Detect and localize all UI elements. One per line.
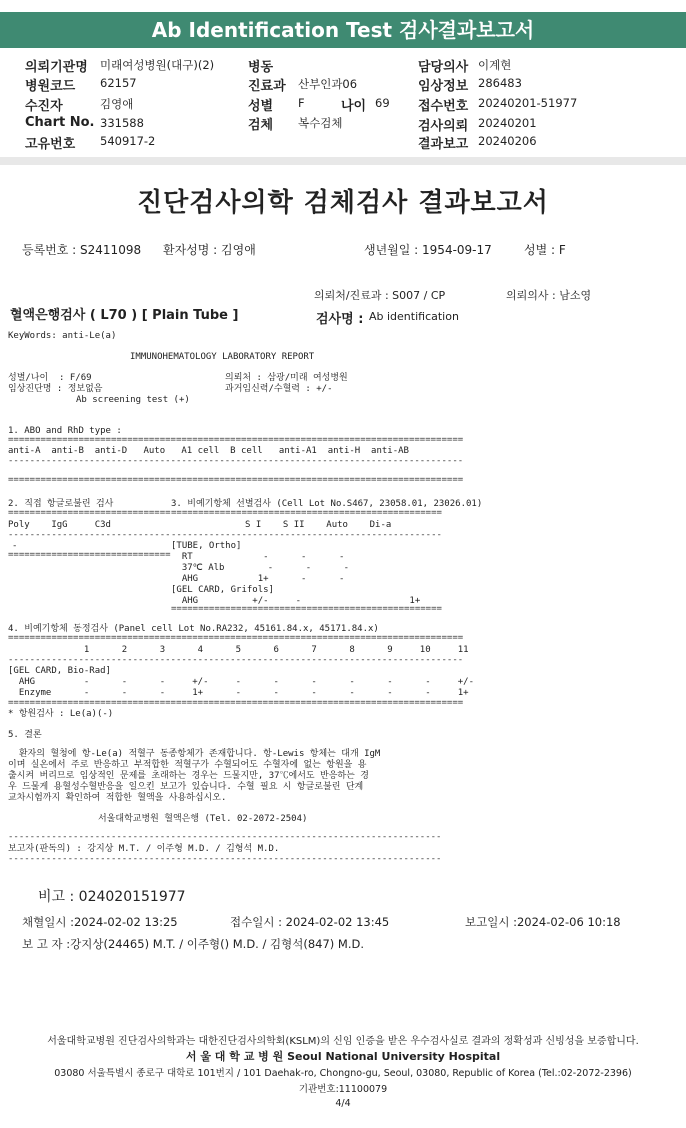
lab-title: IMMUNOHEMATOLOGY LABORATORY REPORT (130, 352, 315, 362)
keywords: KeyWords: anti-Le(a) (8, 331, 117, 341)
chart-label: Chart No. (25, 115, 95, 130)
hospital-name: 서 울 대 학 교 병 원 Seoul National University Hospital (185, 1050, 501, 1063)
report-time: 보고일시 :2024-02-06 10:18 (465, 915, 621, 929)
reporter-line: 보고자(판독의) : 강지상 M.T. / 이주형 M.D. / 김형석 M.D. (8, 844, 280, 854)
receipt-label: 접수번호 (418, 99, 469, 114)
test-name: Ab identification (369, 310, 459, 323)
report-label: 결과보고 (418, 137, 469, 152)
receive-time: 접수일시 : 2024-02-02 13:45 (230, 915, 390, 929)
divider-bar (0, 157, 686, 165)
dat-columns: Poly IgG C3d (8, 520, 111, 530)
separator: ------------------------------------------------------------------------------------ (8, 456, 464, 466)
separator: ==================================================================================== (8, 435, 464, 445)
section-dat: 2. 직접 항글로불린 검사 (8, 499, 114, 509)
section-screening: 3. 비예기항체 선별검사 (Cell Lot No.S467, 23058.01, 23026.01) (171, 499, 483, 509)
code-value: 62157 (100, 76, 137, 90)
age-label: 나이 (341, 99, 367, 114)
birth-date: 생년월일 : 1954-09-17 (364, 243, 492, 257)
separator: ================================================== (171, 508, 442, 518)
test-type: 혈액은행검사 ( L70 ) [ Plain Tube ] (10, 308, 239, 323)
hospital-label: 의뢰기관명 (25, 60, 88, 75)
request-value: 20240201 (478, 116, 537, 130)
org-number: 기관번호:11100079 (298, 1084, 388, 1095)
code-label: 병원코드 (25, 79, 76, 94)
blood-bank: 서울대학교병원 혈액은행 (Tel. 02-2072-2504) (98, 814, 308, 824)
chart-value: 331588 (100, 116, 144, 130)
dat-values: - (12, 541, 18, 551)
sex-value: F (298, 96, 305, 110)
bottom-reporter-label: 보 고 자 : (22, 937, 71, 951)
patient-value: 김영애 (100, 97, 134, 111)
request-label: 검사의뢰 (418, 119, 469, 134)
page-number: 4/4 (335, 1098, 351, 1109)
ward-label: 병동 (248, 60, 274, 75)
screening-result: Ab screening test (+) (76, 395, 190, 405)
specimen-label: 검체 (248, 118, 274, 133)
patient-name: 환자성명 : 김영애 (163, 243, 256, 257)
report-value: 20240206 (478, 134, 537, 148)
separator: ------------------------------------------------------------------------------------ (8, 655, 464, 665)
separator: -------------------------------------------------------------------------------- (8, 854, 442, 864)
referral-dept: 의뢰처/진료과 : S007 / CP (314, 289, 446, 302)
unique-value: 540917-2 (100, 134, 156, 148)
report-banner: Ab Identification Test 검사결과보고서 (0, 12, 686, 48)
separator: ==================================================================================== (8, 633, 464, 643)
abo-columns: anti-A anti-B anti-D Auto A1 cell B cell anti-A1 anti-H anti-AB (8, 446, 409, 456)
separator: -------------------------------------------------------------------------------- (8, 832, 442, 842)
doctor-value: 이계현 (478, 58, 512, 72)
accreditation-note: 서울대학교병원 진단검사의학과는 대한진단검사의학회(KSLM)의 신임 인증을 받은 우수검사실로 결과의 정확성과 신빙성을 보증합니다. (47, 1036, 639, 1047)
report-title: 진단검사의학 검체검사 결과보고서 (137, 188, 549, 218)
antigen-test: * 항원검사 : Le(a)(-) (8, 709, 114, 719)
transfusion-history: 과거임신력/수혈력 : +/- (225, 384, 333, 394)
bottom-reporter (22, 936, 364, 952)
separator: ------------------------------ (8, 530, 171, 540)
clinical-value: 286483 (478, 76, 522, 90)
hospital-address: 03080 서울특별시 종로구 대학로 101번지 / 101 Daehak-ro, Chongno-gu, Seoul, 03080, Republic of Korea (Tel.:02-2072-2396) (54, 1068, 632, 1079)
receipt-value: 20240201-51977 (478, 96, 578, 110)
specimen-value: 복수검체 (298, 116, 343, 130)
panel-columns: 1 2 3 4 5 6 7 8 9 10 11 (8, 645, 469, 655)
section-abo: 1. ABO and RhD type : (8, 426, 122, 436)
diagnosis: 임상진단명 : 정보없음 (8, 384, 103, 394)
sex-age: 성별/나이 : F/69 (8, 373, 92, 383)
separator: -------------------------------------------------- (171, 530, 442, 540)
sex-label: 성별 (248, 99, 274, 114)
bottom-reporter-value: 강지상(24465) M.T. / 이주형() M.D. / 김형석(847) M.D. (70, 937, 365, 951)
referral-hospital: 의뢰처 : 삼광/미래 여성병원 (225, 373, 348, 383)
panel-rows: [GEL CARD, Bio-Rad] AHG - - - +/- - - - - - - +/- Enzyme - - - 1+ - - - - - - 1+ (8, 666, 474, 698)
separator: ================================================== (171, 604, 442, 614)
unique-label: 고유번호 (25, 137, 76, 152)
collect-time: 채혈일시 :2024-02-02 13:25 (22, 915, 178, 929)
dept-value: 산부인과06 (298, 77, 358, 91)
separator: ============================== (8, 508, 171, 518)
note-value: 024020151977 (78, 889, 186, 905)
separator: ============================== (8, 550, 171, 560)
reg-no: 등록번호 : S2411098 (22, 243, 142, 257)
patient-sex: 성별 : F (524, 243, 566, 257)
conclusion-text: 환자의 혈청에 항-Le(a) 적혈구 동종항체가 존재합니다. 항-Lewis 항체는 대개 IgM 이며 실온에서 주로 반응하고 부적합한 적혈구가 수혈되어도 수혈자에 없는 항원을 용 출시켜 버리므로 임상적인 문제를 초래하는 경우는 드물지만, 37℃에서도 반응하는 경 우 드물게 용혈성수혈반응을 일으킨 보고가 있습니다. 수혈 필요 시 항글로불린 단계 교차시험까지 확인하여 적합한 혈액을 사용하십시오. (8, 749, 381, 803)
separator: ==================================================================================== (8, 475, 464, 485)
doctor-label: 담당의사 (418, 60, 469, 75)
patient-label: 수진자 (25, 99, 63, 114)
referral-doctor: 의뢰의사 : 남소영 (506, 289, 592, 302)
screening-columns: S I S II Auto Di-a (245, 520, 392, 530)
section-conclusion: 5. 결론 (8, 730, 42, 740)
note (38, 886, 186, 906)
dept-label: 진료과 (248, 79, 286, 94)
age-value: 69 (375, 96, 390, 110)
test-name-label: 검사명 : (316, 312, 364, 327)
separator: ==================================================================================== (8, 698, 464, 708)
hospital-value: 미래여성병원(대구)(2) (100, 58, 215, 72)
clinical-label: 임상정보 (418, 79, 469, 94)
screening-rows: [TUBE, Ortho] RT - - - 37℃ Alb - - - AHG 1+ - - [GEL CARD, Grifols] AHG +/- - 1+ (171, 541, 421, 606)
section-identification: 4. 비예기항체 동정검사 (Panel cell Lot No.RA232, 45161.84.x, 45171.84.x) (8, 624, 379, 634)
note-label: 비고 : (38, 889, 75, 905)
